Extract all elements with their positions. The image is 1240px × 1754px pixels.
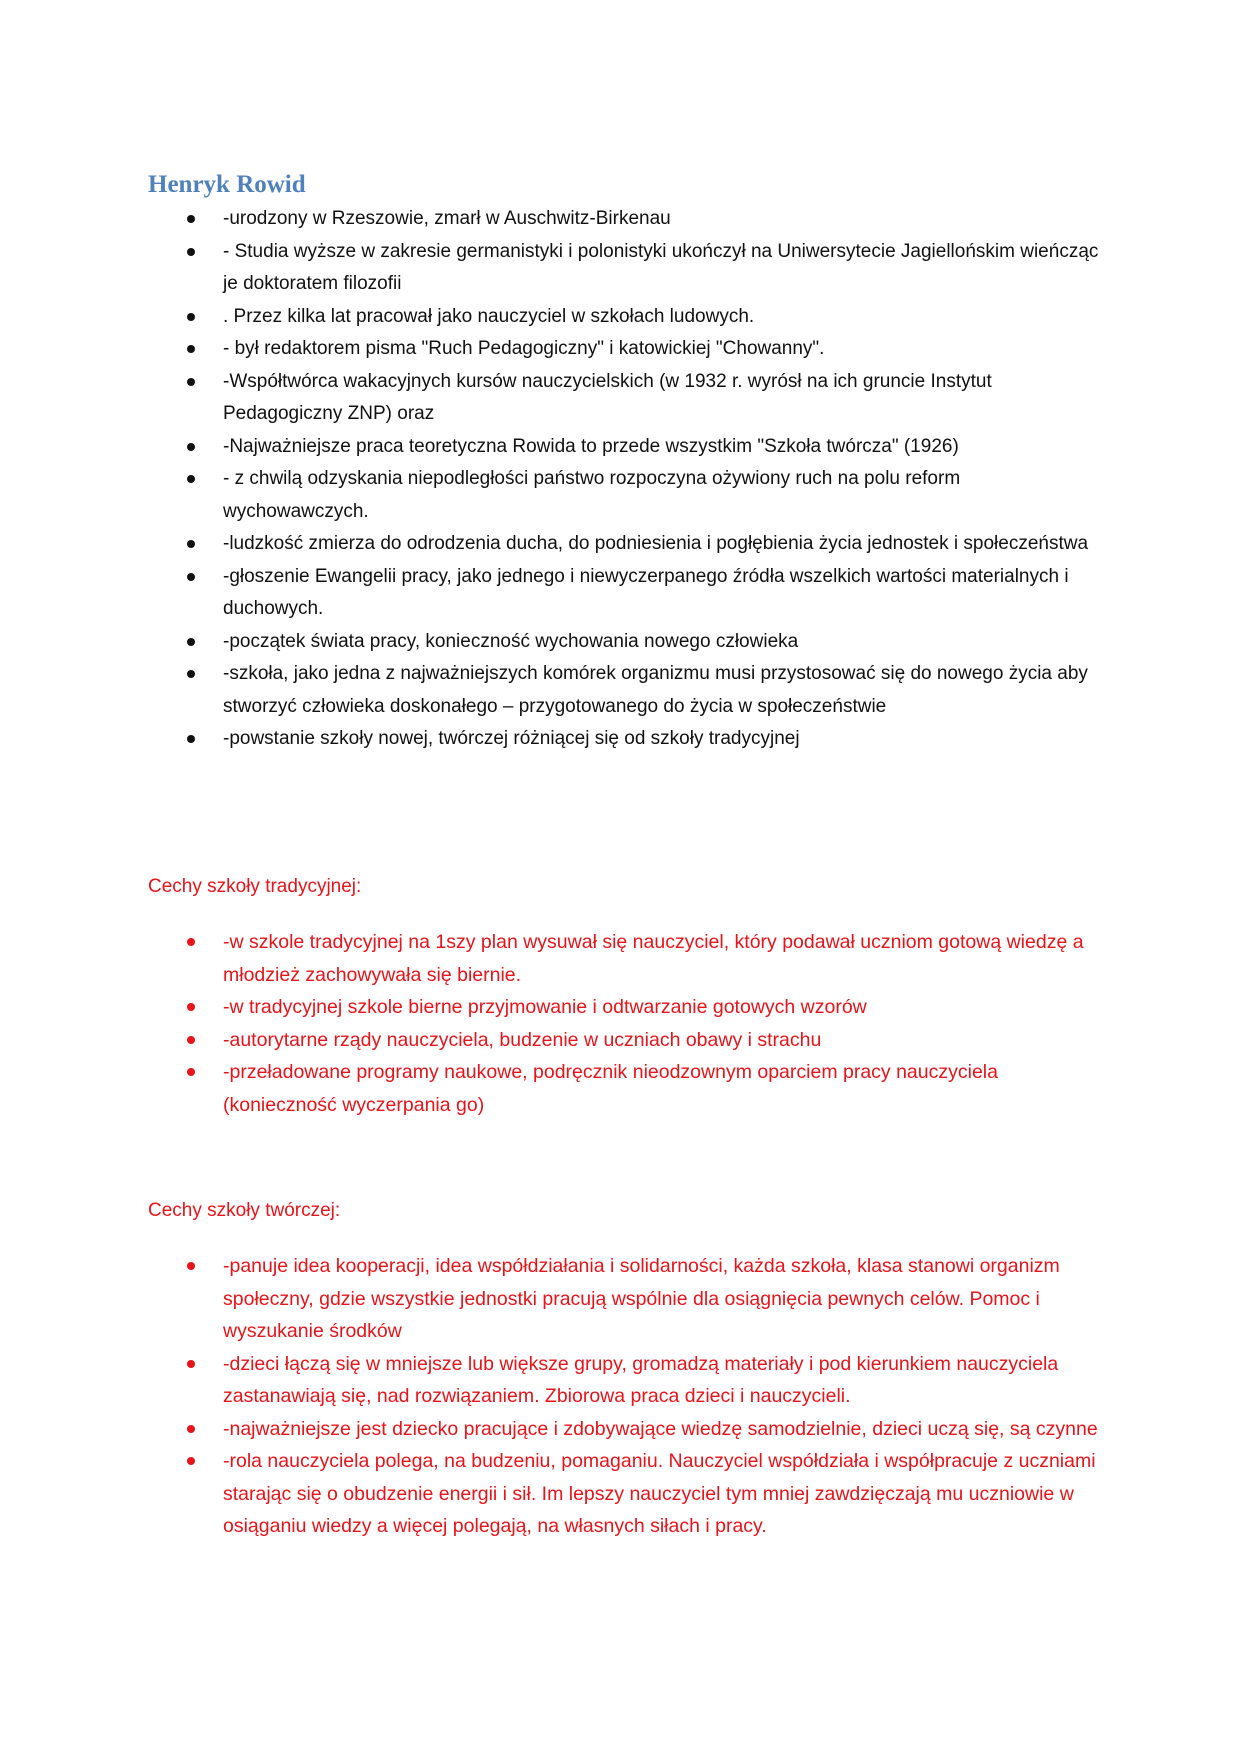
list-item [148, 1413, 1108, 1446]
list-item-text: - z chwilą odzyskania niepodległości państwo rozpoczyna ożywiony ruch na polu reform wychowawczych. [223, 468, 961, 522]
bullet-icon [187, 1036, 195, 1044]
bullet-icon [187, 938, 195, 946]
list-item-text: -panuje idea kooperacji, idea współdziałania i solidarności, każda szkoła, klasa stanowi organizm społeczny, gdzie wszystkie jednostki pracują wspólnie dla osiągnięcia pewnych celów. Pomoc i wyszukanie środków [223, 1255, 1060, 1342]
list-item [148, 1445, 1108, 1543]
traditional-school-list [148, 926, 1108, 1121]
page-title: Henryk Rowid [148, 171, 306, 198]
list-item-text: -Współtwórca wakacyjnych kursów nauczycielskich (w 1932 r. wyrósł na ich gruncie Instytut Pedagogiczny ZNP) oraz [223, 370, 992, 424]
list-item [148, 723, 1108, 756]
list-item [148, 203, 1108, 236]
list-item [148, 991, 1108, 1024]
bullet-icon [187, 1457, 195, 1465]
bullet-icon [187, 670, 195, 678]
list-item-text: -najważniejsze jest dziecko pracujące i zdobywające wiedzę samodzielnie, dzieci uczą się, są czynne [223, 1417, 1098, 1440]
bullet-icon [187, 1262, 195, 1270]
bullet-icon [187, 540, 195, 548]
creative-school-heading: Cechy szkoły twórczej: [148, 1200, 341, 1221]
list-item-text: - był redaktorem pisma "Ruch Pedagogiczny" i katowickiej "Chowanny". [223, 338, 825, 359]
bullet-icon [187, 313, 195, 321]
bullet-icon [187, 573, 195, 581]
bullet-icon [187, 475, 195, 483]
list-item-text: - Studia wyższe w zakresie germanistyki i polonistyki ukończył na Uniwersytecie Jagiellońskim wieńcząc je doktoratem filozofii [223, 240, 1099, 294]
list-item-text: -szkoła, jako jedna z najważniejszych komórek organizmu musi przystosować się do nowego życia aby stworzyć człowieka doskonałego – przygotowanego do życia w społeczeństwie [223, 663, 1088, 717]
list-item-text: -głoszenie Ewangelii pracy, jako jednego i niewyczerpanego źródła wszelkich wartości materialnych i duchowych. [223, 565, 1069, 619]
list-item-text: -powstanie szkoły nowej, twórczej różniącej się od szkoły tradycyjnej [223, 728, 800, 749]
list-item-text: -w tradycyjnej szkole bierne przyjmowanie i odtwarzanie gotowych wzorów [223, 996, 867, 1018]
bullet-icon [187, 443, 195, 451]
bullet-icon [187, 1003, 195, 1011]
bullet-icon [187, 735, 195, 743]
list-item-text: -urodzony w Rzeszowie, zmarł w Auschwitz-Birkenau [223, 208, 671, 229]
list-item [148, 1348, 1108, 1413]
list-item [148, 626, 1108, 659]
list-item-text: -autorytarne rządy nauczyciela, budzenie w uczniach obawy i strachu [223, 1028, 822, 1051]
biography-list [148, 203, 1108, 756]
list-item-text: -w szkole tradycyjnej na 1szy plan wysuwał się nauczyciel, który podawał uczniom gotową wiedzę a młodzież zachowywała się biernie. [223, 931, 1084, 986]
list-item [148, 1024, 1108, 1057]
traditional-school-heading: Cechy szkoły tradycyjnej: [148, 876, 362, 897]
bullet-icon [187, 1425, 195, 1433]
list-item-text: -przeładowane programy naukowe, podręcznik nieodzownym oparciem pracy nauczyciela (konieczność wyczerpania go) [223, 1061, 998, 1116]
bullet-icon [187, 378, 195, 386]
list-item-text: -dzieci łączą się w mniejsze lub większe grupy, gromadzą materiały i pod kierunkiem nauczyciela zastanawiają się, nad rozwiązaniem. Zbiorowa praca dzieci i nauczycieli. [223, 1352, 1059, 1407]
list-item-text: -rola nauczyciela polega, na budzeniu, pomaganiu. Nauczyciel współdziała i współpracuje z uczniami starając się o obudzenie energii i sił. Im lepszy nauczyciel tym mniej zawdzięczają mu uczniowie w osiąganiu wiedzy a więcej polegają, na własnych siłach i pracy. [223, 1450, 1096, 1537]
list-item-text: . Przez kilka lat pracował jako nauczyciel w szkołach ludowych. [223, 305, 755, 327]
list-item-text: -ludzkość zmierza do odrodzenia ducha, do podniesienia i pogłębienia życia jednostek i społeczeństwa [223, 533, 1089, 554]
bullet-icon [187, 215, 195, 223]
list-item [148, 333, 1108, 366]
creative-school-list [148, 1250, 1108, 1543]
list-item [148, 431, 1108, 464]
list-item [148, 301, 1108, 334]
list-item [148, 528, 1108, 561]
list-item [148, 1056, 1108, 1121]
list-item [148, 658, 1108, 723]
list-item [148, 1250, 1108, 1348]
bullet-icon [187, 248, 195, 256]
bullet-icon [187, 1068, 195, 1076]
bullet-icon [187, 345, 195, 353]
list-item [148, 561, 1108, 626]
list-item-text: -Najważniejsze praca teoretyczna Rowida to przede wszystkim "Szkoła twórcza" (1926) [223, 435, 959, 457]
list-item [148, 463, 1108, 528]
bullet-icon [187, 638, 195, 646]
list-item-text: -początek świata pracy, konieczność wychowania nowego człowieka [223, 630, 799, 652]
list-item [148, 366, 1108, 431]
list-item [148, 926, 1108, 991]
bullet-icon [187, 1360, 195, 1368]
list-item [148, 236, 1108, 301]
